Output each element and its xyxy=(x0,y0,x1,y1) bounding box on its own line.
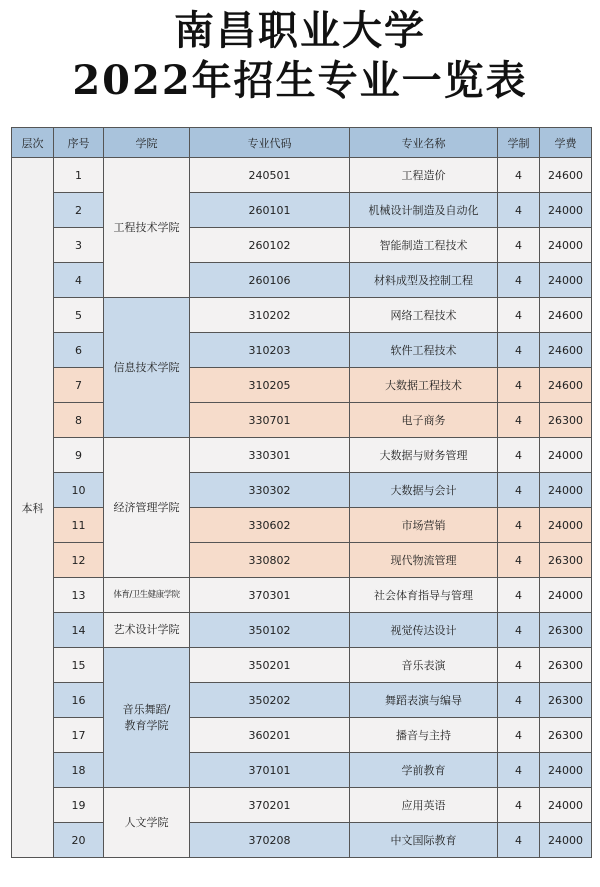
code-cell: 240501 xyxy=(190,158,350,193)
fee-cell: 24000 xyxy=(540,193,592,228)
code-cell: 360201 xyxy=(190,718,350,753)
code-cell: 370101 xyxy=(190,753,350,788)
table-row xyxy=(12,543,592,578)
major-cell: 网络工程技术 xyxy=(350,298,498,333)
years-cell: 4 xyxy=(498,508,540,543)
table-row xyxy=(12,438,592,473)
fee-cell: 26300 xyxy=(540,648,592,683)
fee-cell: 26300 xyxy=(540,543,592,578)
major-cell: 中文国际教育 xyxy=(350,823,498,858)
years-cell: 4 xyxy=(498,438,540,473)
level-cell: 本科 xyxy=(12,158,54,858)
row-number-cell: 2 xyxy=(54,193,104,228)
majors-table xyxy=(11,127,592,858)
table-row xyxy=(12,578,592,613)
college-cell: 音乐舞蹈/ 教育学院 xyxy=(104,648,190,788)
major-cell: 机械设计制造及自动化 xyxy=(350,193,498,228)
page-title-line1: 南昌职业大学 xyxy=(174,7,426,54)
major-cell: 电子商务 xyxy=(350,403,498,438)
header-years: 学制 xyxy=(498,128,540,158)
fee-cell: 24600 xyxy=(540,368,592,403)
code-cell: 370208 xyxy=(190,823,350,858)
header-code: 专业代码 xyxy=(190,128,350,158)
code-cell: 330802 xyxy=(190,543,350,578)
table-row xyxy=(12,368,592,403)
years-cell: 4 xyxy=(498,823,540,858)
code-cell: 260101 xyxy=(190,193,350,228)
code-cell: 370301 xyxy=(190,578,350,613)
table-row xyxy=(12,228,592,263)
table-row xyxy=(12,823,592,858)
years-cell: 4 xyxy=(498,193,540,228)
fee-cell: 26300 xyxy=(540,403,592,438)
header-level: 层次 xyxy=(12,128,54,158)
code-cell: 350201 xyxy=(190,648,350,683)
row-number-cell: 15 xyxy=(54,648,104,683)
years-cell: 4 xyxy=(498,473,540,508)
table-header-row xyxy=(12,128,592,158)
row-number-cell: 8 xyxy=(54,403,104,438)
years-cell: 4 xyxy=(498,368,540,403)
table-row xyxy=(12,683,592,718)
table-row xyxy=(12,333,592,368)
major-cell: 市场营销 xyxy=(350,508,498,543)
page-title-line2: 2022年招生专业一览表 xyxy=(72,57,528,104)
years-cell: 4 xyxy=(498,613,540,648)
major-cell: 舞蹈表演与编导 xyxy=(350,683,498,718)
row-number-cell: 1 xyxy=(54,158,104,193)
row-number-cell: 16 xyxy=(54,683,104,718)
code-cell: 330602 xyxy=(190,508,350,543)
major-cell: 大数据工程技术 xyxy=(350,368,498,403)
header-fee: 学费 xyxy=(540,128,592,158)
major-cell: 音乐表演 xyxy=(350,648,498,683)
years-cell: 4 xyxy=(498,263,540,298)
fee-cell: 26300 xyxy=(540,718,592,753)
code-cell: 310203 xyxy=(190,333,350,368)
years-cell: 4 xyxy=(498,753,540,788)
college-cell: 体育/卫生健康学院 xyxy=(104,578,190,613)
table-body xyxy=(12,158,592,858)
table-row xyxy=(12,193,592,228)
code-cell: 330302 xyxy=(190,473,350,508)
table-row xyxy=(12,718,592,753)
fee-cell: 26300 xyxy=(540,683,592,718)
table-row xyxy=(12,473,592,508)
fee-cell: 24000 xyxy=(540,438,592,473)
major-cell: 材料成型及控制工程 xyxy=(350,263,498,298)
table-row xyxy=(12,753,592,788)
college-cell: 艺术设计学院 xyxy=(104,613,190,648)
years-cell: 4 xyxy=(498,228,540,263)
major-cell: 播音与主持 xyxy=(350,718,498,753)
major-cell: 现代物流管理 xyxy=(350,543,498,578)
table-row xyxy=(12,648,592,683)
college-cell: 人文学院 xyxy=(104,788,190,858)
code-cell: 260106 xyxy=(190,263,350,298)
major-cell: 视觉传达设计 xyxy=(350,613,498,648)
years-cell: 4 xyxy=(498,683,540,718)
fee-cell: 24000 xyxy=(540,788,592,823)
code-cell: 260102 xyxy=(190,228,350,263)
table-row xyxy=(12,263,592,298)
fee-cell: 24600 xyxy=(540,333,592,368)
row-number-cell: 20 xyxy=(54,823,104,858)
row-number-cell: 3 xyxy=(54,228,104,263)
row-number-cell: 7 xyxy=(54,368,104,403)
table-row xyxy=(12,158,592,193)
row-number-cell: 6 xyxy=(54,333,104,368)
row-number-cell: 11 xyxy=(54,508,104,543)
years-cell: 4 xyxy=(498,158,540,193)
row-number-cell: 18 xyxy=(54,753,104,788)
major-cell: 软件工程技术 xyxy=(350,333,498,368)
row-number-cell: 13 xyxy=(54,578,104,613)
fee-cell: 24000 xyxy=(540,823,592,858)
row-number-cell: 17 xyxy=(54,718,104,753)
fee-cell: 24000 xyxy=(540,508,592,543)
fee-cell: 24600 xyxy=(540,158,592,193)
row-number-cell: 5 xyxy=(54,298,104,333)
fee-cell: 24000 xyxy=(540,578,592,613)
row-number-cell: 9 xyxy=(54,438,104,473)
fee-cell: 24000 xyxy=(540,473,592,508)
years-cell: 4 xyxy=(498,543,540,578)
table-row xyxy=(12,403,592,438)
fee-cell: 24600 xyxy=(540,298,592,333)
college-cell: 工程技术学院 xyxy=(104,158,190,298)
row-number-cell: 19 xyxy=(54,788,104,823)
row-number-cell: 4 xyxy=(54,263,104,298)
major-cell: 社会体育指导与管理 xyxy=(350,578,498,613)
major-cell: 应用英语 xyxy=(350,788,498,823)
code-cell: 330301 xyxy=(190,438,350,473)
major-cell: 大数据与财务管理 xyxy=(350,438,498,473)
college-cell: 经济管理学院 xyxy=(104,438,190,578)
table-row xyxy=(12,613,592,648)
college-cell: 信息技术学院 xyxy=(104,298,190,438)
table-row xyxy=(12,298,592,333)
major-cell: 智能制造工程技术 xyxy=(350,228,498,263)
code-cell: 330701 xyxy=(190,403,350,438)
fee-cell: 26300 xyxy=(540,613,592,648)
code-cell: 350102 xyxy=(190,613,350,648)
years-cell: 4 xyxy=(498,648,540,683)
header-no: 序号 xyxy=(54,128,104,158)
row-number-cell: 10 xyxy=(54,473,104,508)
code-cell: 310202 xyxy=(190,298,350,333)
row-number-cell: 12 xyxy=(54,543,104,578)
code-cell: 370201 xyxy=(190,788,350,823)
header-college: 学院 xyxy=(104,128,190,158)
major-cell: 大数据与会计 xyxy=(350,473,498,508)
code-cell: 350202 xyxy=(190,683,350,718)
major-cell: 工程造价 xyxy=(350,158,498,193)
fee-cell: 24000 xyxy=(540,228,592,263)
table-row xyxy=(12,788,592,823)
major-cell: 学前教育 xyxy=(350,753,498,788)
years-cell: 4 xyxy=(498,298,540,333)
fee-cell: 24000 xyxy=(540,753,592,788)
code-cell: 310205 xyxy=(190,368,350,403)
fee-cell: 24000 xyxy=(540,263,592,298)
header-major: 专业名称 xyxy=(350,128,498,158)
years-cell: 4 xyxy=(498,788,540,823)
years-cell: 4 xyxy=(498,333,540,368)
years-cell: 4 xyxy=(498,718,540,753)
years-cell: 4 xyxy=(498,578,540,613)
years-cell: 4 xyxy=(498,403,540,438)
table-row xyxy=(12,508,592,543)
row-number-cell: 14 xyxy=(54,613,104,648)
